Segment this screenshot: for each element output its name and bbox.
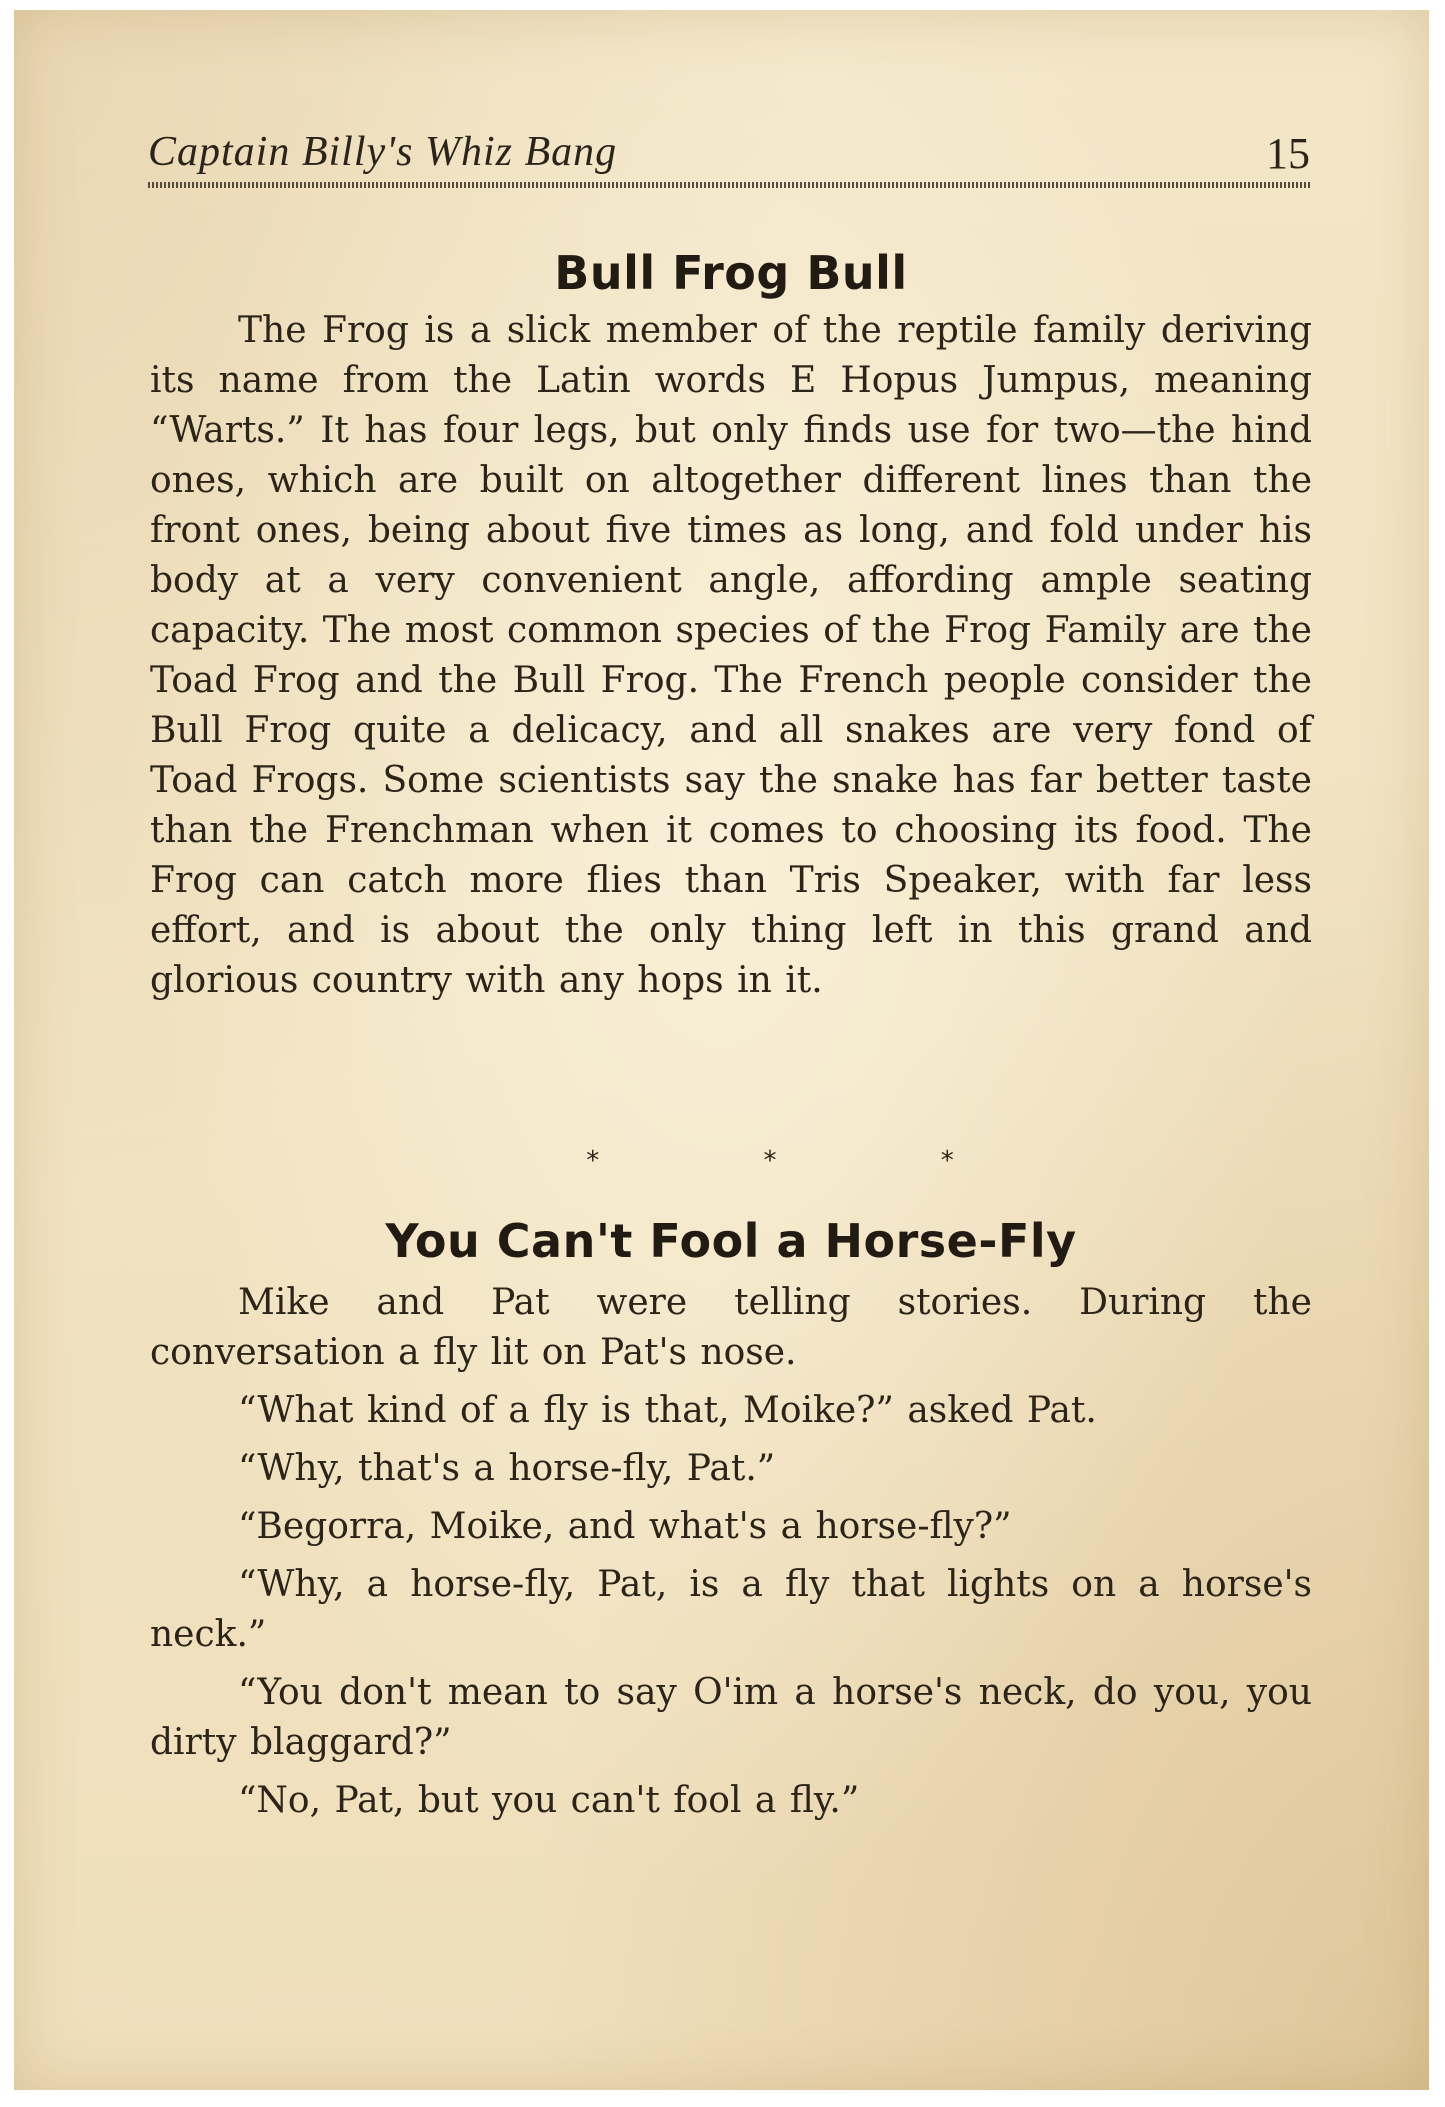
dialogue-paragraph: “Begorra, Moike, and what's a horse-fly?” — [238, 1506, 1012, 1547]
dialogue-paragraph: “You don't mean to say O'im a horse's neck, do you, you dirty blaggard?” — [150, 1672, 1312, 1763]
article-horse-fly — [150, 1186, 1312, 1834]
article-body: The Frog is a slick member of the reptile family deriving its name from the Latin words E Hopus Jumpus, meaning “Warts.” It has four legs, but only finds use for two—the hind ones, which are built on altogether different lines than the front ones, being about five times as long, and fold under his body at a very convenient angle, affording ample seating capacity. The most common species of the Frog Family are the Toad Frog and the Bull Frog. The French people consider the Bull Frog quite a delicacy, and all snakes are very fond of Toad Frogs. Some scientists say the snake has far better taste than the Frenchman when it comes to choosing its food. The Frog can catch more flies than Tris Speaker, with far less effort, and is about the only thing left in this grand and glorious country with any hops in it. — [150, 310, 1312, 1001]
publication-title: Captain Billy's Whiz Bang — [148, 129, 618, 175]
article-headline: You Can't Fool a Horse-Fly — [385, 1214, 1077, 1268]
article-headline: Bull Frog Bull — [554, 246, 908, 300]
header-rule — [148, 182, 1312, 188]
page-number: 15 — [1266, 129, 1310, 178]
dialogue-paragraph: Mike and Pat were telling stories. During the conversation a fly lit on Pat's nose. — [150, 1282, 1312, 1373]
article-bull-frog — [150, 246, 1312, 1006]
dialogue-paragraph: “No, Pat, but you can't fool a fly.” — [238, 1780, 860, 1821]
magazine-page — [14, 10, 1429, 2090]
dialogue-paragraph: “Why, a horse-fly, Pat, is a fly that lights on a horse's neck.” — [150, 1564, 1312, 1655]
section-separator: * * * — [586, 1146, 1032, 1176]
dialogue — [150, 1278, 1312, 1826]
dialogue-paragraph: “Why, that's a horse-fly, Pat.” — [238, 1448, 776, 1489]
dialogue-paragraph: “What kind of a fly is that, Moike?” asked Pat. — [238, 1390, 1097, 1431]
running-head — [148, 126, 1310, 178]
